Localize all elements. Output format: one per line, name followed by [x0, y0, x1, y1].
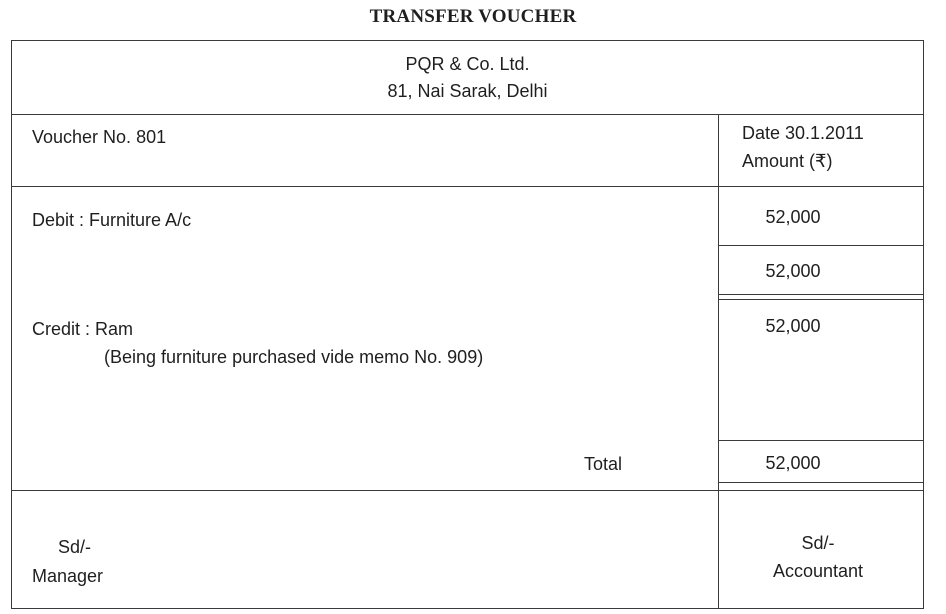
accountant-signature: Sd/-: [801, 533, 835, 553]
total-amount: 52,000: [765, 453, 821, 473]
debit-subtotal: 52,000: [765, 261, 821, 281]
voucher-title: TRANSFER VOUCHER: [369, 6, 577, 27]
total-label: Total: [584, 454, 623, 474]
company-address: 81, Nai Sarak, Delhi: [387, 81, 548, 101]
debit-amount: 52,000: [765, 207, 821, 227]
signature-divider: [11, 490, 924, 491]
manager-role: Manager: [32, 566, 104, 586]
narration: (Being furniture purchased vide memo No. 909): [104, 347, 484, 367]
info-divider: [11, 186, 924, 187]
total-row-divider: [718, 440, 924, 441]
credit-amount: 52,000: [765, 316, 821, 336]
subtotal-underline-2: [718, 299, 924, 300]
total-underline: [718, 482, 924, 483]
company-name: PQR & Co. Ltd.: [405, 54, 530, 74]
voucher-number: Voucher No. 801: [32, 127, 167, 147]
credit-entry-label: Credit : Ram: [32, 319, 134, 339]
debit-row-divider: [718, 245, 924, 246]
manager-signature: Sd/-: [58, 537, 92, 557]
amount-column-header: Amount (₹): [742, 151, 833, 171]
voucher-date: Date 30.1.2011: [742, 123, 864, 143]
subtotal-underline-1: [718, 294, 924, 295]
debit-entry-label: Debit : Furniture A/c: [32, 210, 192, 230]
accountant-role: Accountant: [772, 561, 864, 581]
header-divider: [11, 114, 924, 115]
